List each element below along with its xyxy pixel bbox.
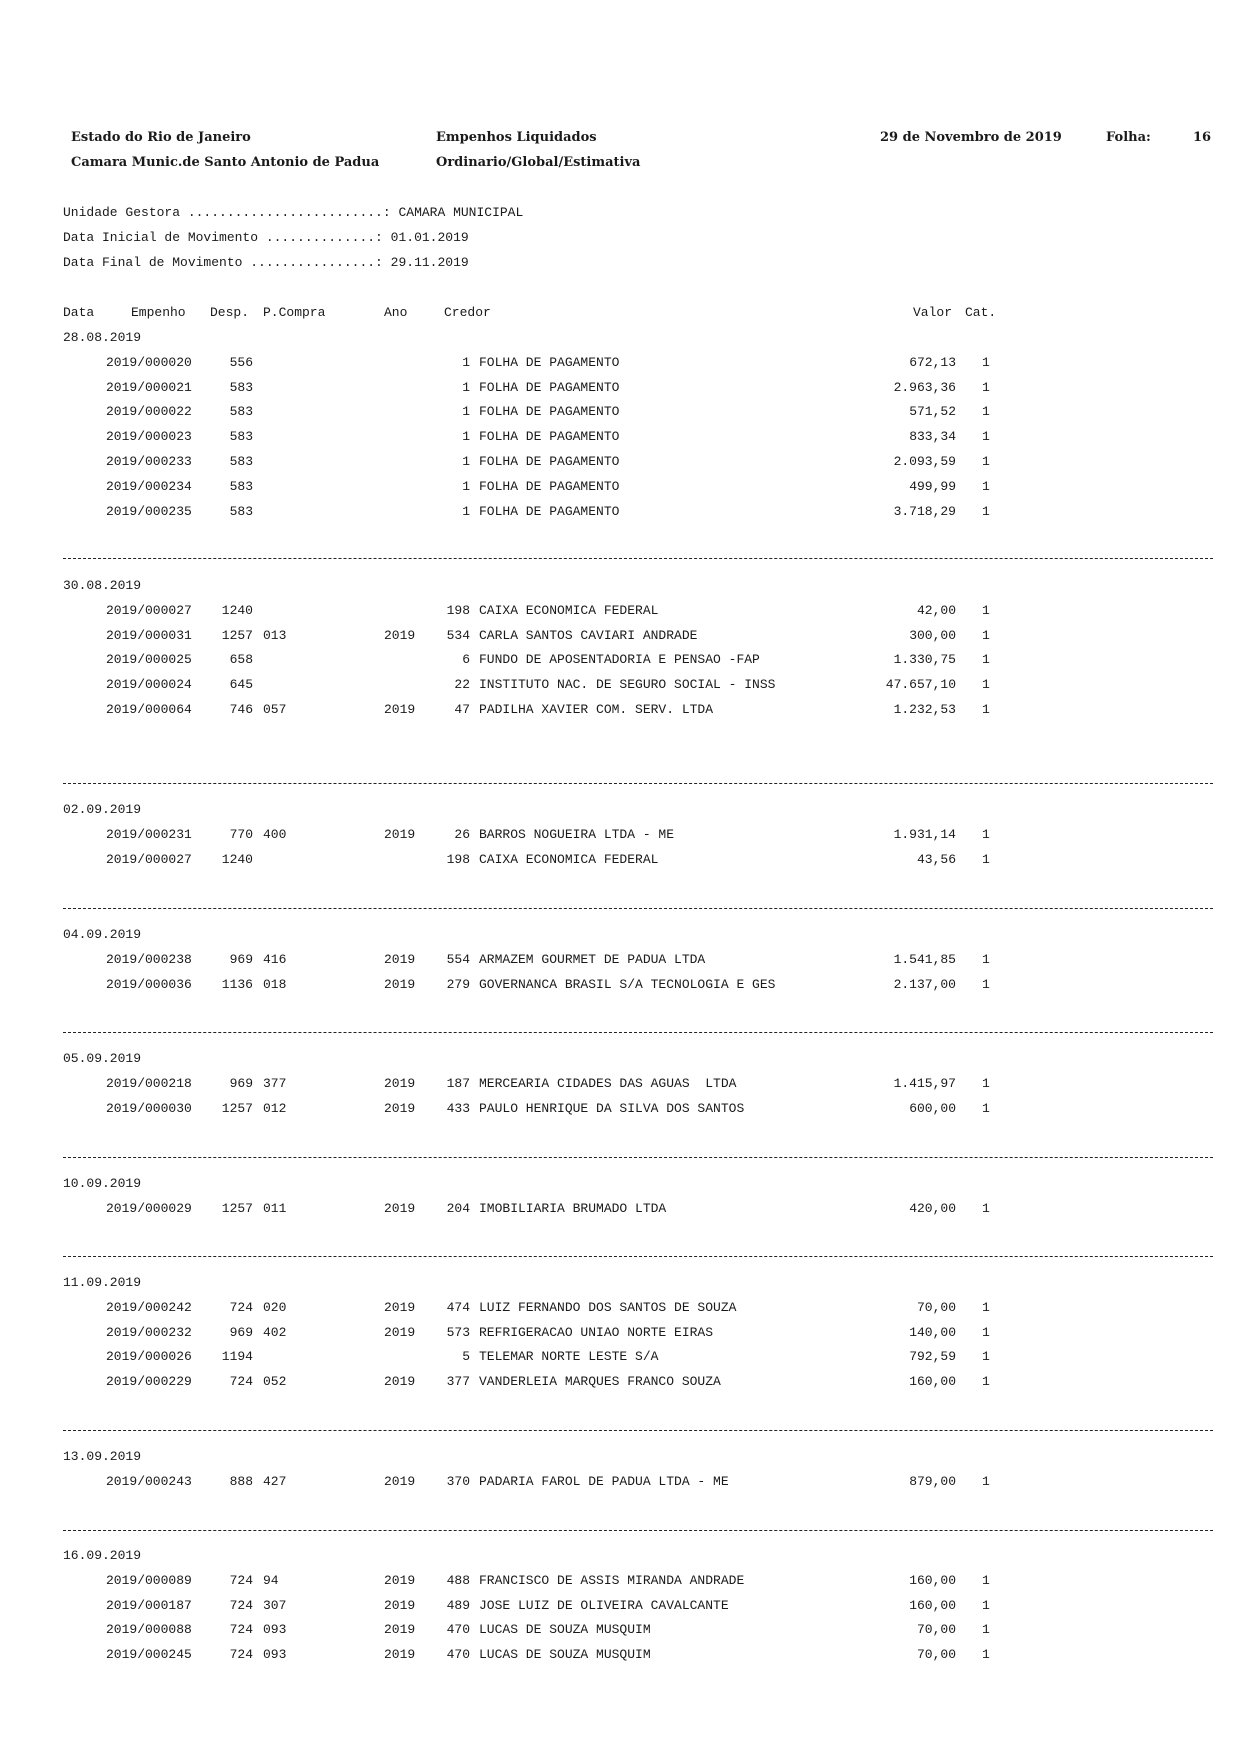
credor-code-cell: 489: [446, 1598, 470, 1613]
desp-cell: 556: [229, 355, 253, 370]
desp-cell: 724: [229, 1647, 253, 1662]
valor-cell: 571,52: [909, 404, 956, 419]
desp-cell: 583: [229, 454, 253, 469]
empenho-cell: 2019/000238: [106, 952, 192, 967]
empenho-cell: 2019/000245: [106, 1647, 192, 1662]
ano-cell: 2019: [384, 952, 416, 967]
desp-cell: 658: [229, 652, 253, 667]
ano-cell: 2019: [384, 1598, 416, 1613]
valor-cell: 792,59: [909, 1349, 956, 1364]
credor-cell: VANDERLEIA MARQUES FRANCO SOUZA: [479, 1374, 721, 1389]
credor-cell: FOLHA DE PAGAMENTO: [479, 479, 620, 494]
empenho-cell: 2019/000218: [106, 1076, 192, 1091]
col-cat: Cat.: [965, 305, 997, 320]
empenho-cell: 2019/000242: [106, 1300, 192, 1315]
credor-cell: INSTITUTO NAC. DE SEGURO SOCIAL - INSS: [479, 677, 776, 692]
empenho-cell: 2019/000025: [106, 652, 192, 667]
info-value: CAMARA MUNICIPAL: [398, 205, 524, 220]
group-separator: [63, 1032, 1213, 1033]
group-separator: [63, 558, 1213, 559]
desp-cell: 583: [229, 404, 253, 419]
credor-cell: IMOBILIARIA BRUMADO LTDA: [479, 1201, 667, 1216]
pcompra-cell: 057: [263, 702, 287, 717]
valor-cell: 2.963,36: [893, 380, 956, 395]
valor-cell: 70,00: [916, 1300, 956, 1315]
col-desp: Desp.: [210, 305, 250, 320]
credor-cell: FOLHA DE PAGAMENTO: [479, 504, 620, 519]
desp-cell: 1240: [221, 603, 253, 618]
empenho-cell: 2019/000020: [106, 355, 192, 370]
credor-code-cell: 47: [454, 702, 470, 717]
valor-cell: 47.657,10: [885, 677, 956, 692]
header-state: Estado do Rio de Janeiro: [71, 130, 251, 145]
valor-cell: 600,00: [909, 1101, 956, 1116]
empenho-cell: 2019/000022: [106, 404, 192, 419]
pcompra-cell: 012: [263, 1101, 287, 1116]
valor-cell: 2.137,00: [893, 977, 956, 992]
valor-cell: 3.718,29: [893, 504, 956, 519]
credor-code-cell: 474: [446, 1300, 470, 1315]
empenho-cell: 2019/000234: [106, 479, 192, 494]
empenho-cell: 2019/000027: [106, 603, 192, 618]
ano-cell: 2019: [384, 628, 416, 643]
report-date: 29 de Novembro de 2019: [880, 130, 1062, 145]
valor-cell: 140,00: [909, 1325, 956, 1340]
ano-cell: 2019: [384, 1474, 416, 1489]
desp-cell: 583: [229, 504, 253, 519]
cat-cell: 1: [982, 1598, 990, 1613]
credor-cell: REFRIGERACAO UNIAO NORTE EIRAS: [479, 1325, 714, 1340]
empenho-cell: 2019/000089: [106, 1573, 192, 1588]
ano-cell: 2019: [384, 1374, 416, 1389]
cat-cell: 1: [982, 1349, 990, 1364]
info-line-unidade: [63, 205, 523, 220]
ano-cell: 2019: [384, 1647, 416, 1662]
cat-cell: 1: [982, 504, 990, 519]
valor-cell: 70,00: [916, 1647, 956, 1662]
col-valor: Valor: [913, 305, 953, 320]
group-separator: [63, 783, 1213, 784]
cat-cell: 1: [982, 380, 990, 395]
credor-cell: PADILHA XAVIER COM. SERV. LTDA: [479, 702, 714, 717]
folha-label: Folha:: [1106, 130, 1151, 145]
desp-cell: 1240: [221, 852, 253, 867]
cat-cell: 1: [982, 454, 990, 469]
pcompra-cell: 013: [263, 628, 287, 643]
desp-cell: 724: [229, 1622, 253, 1637]
desp-cell: 1136: [221, 977, 253, 992]
folha-value: 16: [1193, 130, 1212, 145]
credor-code-cell: 22: [454, 677, 470, 692]
ano-cell: 2019: [384, 1101, 416, 1116]
credor-code-cell: 1: [462, 404, 470, 419]
credor-cell: LUIZ FERNANDO DOS SANTOS DE SOUZA: [479, 1300, 737, 1315]
empenho-cell: 2019/000021: [106, 380, 192, 395]
cat-cell: 1: [982, 1076, 990, 1091]
desp-cell: 724: [229, 1374, 253, 1389]
credor-cell: LUCAS DE SOUZA MUSQUIM: [479, 1622, 651, 1637]
desp-cell: 1194: [221, 1349, 253, 1364]
ano-cell: 2019: [384, 977, 416, 992]
cat-cell: 1: [982, 1325, 990, 1340]
credor-code-cell: 488: [446, 1573, 470, 1588]
valor-cell: 1.931,14: [893, 827, 956, 842]
info-value: 29.11.2019: [390, 255, 469, 270]
desp-cell: 724: [229, 1598, 253, 1613]
credor-cell: GOVERNANCA BRASIL S/A TECNOLOGIA E GES: [479, 977, 776, 992]
credor-code-cell: 198: [446, 603, 470, 618]
credor-code-cell: 433: [446, 1101, 470, 1116]
credor-cell: FOLHA DE PAGAMENTO: [479, 355, 620, 370]
credor-code-cell: 470: [446, 1647, 470, 1662]
valor-cell: 300,00: [909, 628, 956, 643]
valor-cell: 1.232,53: [893, 702, 956, 717]
credor-code-cell: 377: [446, 1374, 470, 1389]
pcompra-cell: 020: [263, 1300, 287, 1315]
ano-cell: 2019: [384, 1076, 416, 1091]
empenho-cell: 2019/000187: [106, 1598, 192, 1613]
col-credor: Credor: [444, 305, 491, 320]
desp-cell: 1257: [221, 1201, 253, 1216]
group-date: 05.09.2019: [63, 1051, 142, 1066]
valor-cell: 160,00: [909, 1374, 956, 1389]
valor-cell: 1.415,97: [893, 1076, 956, 1091]
desp-cell: 746: [229, 702, 253, 717]
group-separator: [63, 908, 1213, 909]
empenho-cell: 2019/000235: [106, 504, 192, 519]
credor-code-cell: 573: [446, 1325, 470, 1340]
valor-cell: 42,00: [916, 603, 956, 618]
desp-cell: 645: [229, 677, 253, 692]
credor-cell: ARMAZEM GOURMET DE PADUA LTDA: [479, 952, 706, 967]
empenho-cell: 2019/000064: [106, 702, 192, 717]
empenho-cell: 2019/000024: [106, 677, 192, 692]
desp-cell: 969: [229, 952, 253, 967]
valor-cell: 833,34: [909, 429, 956, 444]
info-line-data-inicial: [63, 230, 469, 245]
empenho-cell: 2019/000036: [106, 977, 192, 992]
empenho-cell: 2019/000031: [106, 628, 192, 643]
col-pcompra: P.Compra: [263, 305, 326, 320]
cat-cell: 1: [982, 603, 990, 618]
group-separator: [63, 1530, 1213, 1531]
cat-cell: 1: [982, 479, 990, 494]
valor-cell: 70,00: [916, 1622, 956, 1637]
group-separator: [63, 1256, 1213, 1257]
desp-cell: 1257: [221, 628, 253, 643]
cat-cell: 1: [982, 1647, 990, 1662]
empenho-cell: 2019/000030: [106, 1101, 192, 1116]
group-date: 04.09.2019: [63, 927, 142, 942]
empenho-cell: 2019/000233: [106, 454, 192, 469]
ano-cell: 2019: [384, 1325, 416, 1340]
info-line-data-final: [63, 255, 469, 270]
group-separator: [63, 1157, 1213, 1158]
desp-cell: 724: [229, 1573, 253, 1588]
empenho-cell: 2019/000229: [106, 1374, 192, 1389]
group-date: 28.08.2019: [63, 330, 142, 345]
info-label: Data Final de Movimento ................:: [63, 255, 383, 270]
empenho-cell: 2019/000243: [106, 1474, 192, 1489]
credor-code-cell: 279: [446, 977, 470, 992]
group-date: 10.09.2019: [63, 1176, 142, 1191]
group-date: 02.09.2019: [63, 802, 142, 817]
pcompra-cell: 093: [263, 1647, 287, 1662]
pcompra-cell: 94: [263, 1573, 279, 1588]
group-separator: [63, 1430, 1213, 1431]
empenho-cell: 2019/000029: [106, 1201, 192, 1216]
credor-code-cell: 370: [446, 1474, 470, 1489]
credor-code-cell: 534: [446, 628, 470, 643]
empenho-cell: 2019/000231: [106, 827, 192, 842]
credor-code-cell: 204: [446, 1201, 470, 1216]
credor-cell: FOLHA DE PAGAMENTO: [479, 429, 620, 444]
cat-cell: 1: [982, 827, 990, 842]
credor-cell: LUCAS DE SOUZA MUSQUIM: [479, 1647, 651, 1662]
cat-cell: 1: [982, 952, 990, 967]
header-org: Camara Munic.de Santo Antonio de Padua: [71, 155, 380, 170]
pcompra-cell: 416: [263, 952, 287, 967]
cat-cell: 1: [982, 628, 990, 643]
credor-code-cell: 1: [462, 380, 470, 395]
col-data: Data: [63, 305, 95, 320]
desp-cell: 583: [229, 380, 253, 395]
valor-cell: 672,13: [909, 355, 956, 370]
cat-cell: 1: [982, 404, 990, 419]
empenho-cell: 2019/000026: [106, 1349, 192, 1364]
credor-cell: CARLA SANTOS CAVIARI ANDRADE: [479, 628, 698, 643]
pcompra-cell: 307: [263, 1598, 287, 1613]
cat-cell: 1: [982, 702, 990, 717]
desp-cell: 1257: [221, 1101, 253, 1116]
report-title: Empenhos Liquidados: [436, 130, 597, 145]
info-value: 01.01.2019: [390, 230, 469, 245]
ano-cell: 2019: [384, 827, 416, 842]
cat-cell: 1: [982, 1622, 990, 1637]
credor-cell: CAIXA ECONOMICA FEDERAL: [479, 603, 659, 618]
valor-cell: 879,00: [909, 1474, 956, 1489]
col-ano: Ano: [384, 305, 408, 320]
credor-cell: MERCEARIA CIDADES DAS AGUAS LTDA: [479, 1076, 737, 1091]
desp-cell: 969: [229, 1325, 253, 1340]
valor-cell: 420,00: [909, 1201, 956, 1216]
credor-cell: PADARIA FAROL DE PADUA LTDA - ME: [479, 1474, 729, 1489]
credor-cell: FOLHA DE PAGAMENTO: [479, 404, 620, 419]
credor-cell: TELEMAR NORTE LESTE S/A: [479, 1349, 659, 1364]
cat-cell: 1: [982, 1374, 990, 1389]
credor-cell: FOLHA DE PAGAMENTO: [479, 454, 620, 469]
cat-cell: 1: [982, 1573, 990, 1588]
valor-cell: 1.541,85: [893, 952, 956, 967]
credor-code-cell: 26: [454, 827, 470, 842]
credor-code-cell: 6: [462, 652, 470, 667]
info-label: Data Inicial de Movimento ..............:: [63, 230, 383, 245]
desp-cell: 583: [229, 429, 253, 444]
empenho-cell: 2019/000232: [106, 1325, 192, 1340]
group-date: 30.08.2019: [63, 578, 142, 593]
report-subtitle: Ordinario/Global/Estimativa: [436, 155, 641, 170]
empenho-cell: 2019/000027: [106, 852, 192, 867]
ano-cell: 2019: [384, 702, 416, 717]
desp-cell: 770: [229, 827, 253, 842]
cat-cell: 1: [982, 852, 990, 867]
group-date: 13.09.2019: [63, 1449, 142, 1464]
desp-cell: 888: [229, 1474, 253, 1489]
desp-cell: 583: [229, 479, 253, 494]
desp-cell: 724: [229, 1300, 253, 1315]
pcompra-cell: 018: [263, 977, 287, 992]
group-date: 11.09.2019: [63, 1275, 142, 1290]
cat-cell: 1: [982, 1300, 990, 1315]
credor-code-cell: 1: [462, 454, 470, 469]
ano-cell: 2019: [384, 1300, 416, 1315]
cat-cell: 1: [982, 977, 990, 992]
credor-cell: FUNDO DE APOSENTADORIA E PENSAO -FAP: [479, 652, 760, 667]
cat-cell: 1: [982, 1201, 990, 1216]
credor-cell: FRANCISCO DE ASSIS MIRANDA ANDRADE: [479, 1573, 745, 1588]
cat-cell: 1: [982, 1101, 990, 1116]
credor-cell: BARROS NOGUEIRA LTDA - ME: [479, 827, 675, 842]
credor-cell: CAIXA ECONOMICA FEDERAL: [479, 852, 659, 867]
credor-code-cell: 5: [462, 1349, 470, 1364]
pcompra-cell: 011: [263, 1201, 287, 1216]
credor-code-cell: 187: [446, 1076, 470, 1091]
pcompra-cell: 052: [263, 1374, 287, 1389]
credor-cell: PAULO HENRIQUE DA SILVA DOS SANTOS: [479, 1101, 745, 1116]
valor-cell: 43,56: [916, 852, 956, 867]
ano-cell: 2019: [384, 1573, 416, 1588]
pcompra-cell: 427: [263, 1474, 287, 1489]
info-label: Unidade Gestora .........................:: [63, 205, 391, 220]
cat-cell: 1: [982, 652, 990, 667]
ano-cell: 2019: [384, 1622, 416, 1637]
credor-code-cell: 1: [462, 479, 470, 494]
empenho-cell: 2019/000088: [106, 1622, 192, 1637]
empenho-cell: 2019/000023: [106, 429, 192, 444]
valor-cell: 499,99: [909, 479, 956, 494]
valor-cell: 1.330,75: [893, 652, 956, 667]
valor-cell: 160,00: [909, 1598, 956, 1613]
cat-cell: 1: [982, 677, 990, 692]
desp-cell: 969: [229, 1076, 253, 1091]
cat-cell: 1: [982, 429, 990, 444]
credor-cell: JOSE LUIZ DE OLIVEIRA CAVALCANTE: [479, 1598, 729, 1613]
pcompra-cell: 093: [263, 1622, 287, 1637]
pcompra-cell: 400: [263, 827, 287, 842]
group-date: 16.09.2019: [63, 1548, 142, 1563]
pcompra-cell: 377: [263, 1076, 287, 1091]
credor-code-cell: 470: [446, 1622, 470, 1637]
valor-cell: 2.093,59: [893, 454, 956, 469]
credor-code-cell: 1: [462, 355, 470, 370]
credor-code-cell: 554: [446, 952, 470, 967]
credor-code-cell: 1: [462, 504, 470, 519]
valor-cell: 160,00: [909, 1573, 956, 1588]
credor-cell: FOLHA DE PAGAMENTO: [479, 380, 620, 395]
ano-cell: 2019: [384, 1201, 416, 1216]
cat-cell: 1: [982, 1474, 990, 1489]
credor-code-cell: 198: [446, 852, 470, 867]
col-empenho: Empenho: [131, 305, 186, 320]
credor-code-cell: 1: [462, 429, 470, 444]
cat-cell: 1: [982, 355, 990, 370]
pcompra-cell: 402: [263, 1325, 287, 1340]
